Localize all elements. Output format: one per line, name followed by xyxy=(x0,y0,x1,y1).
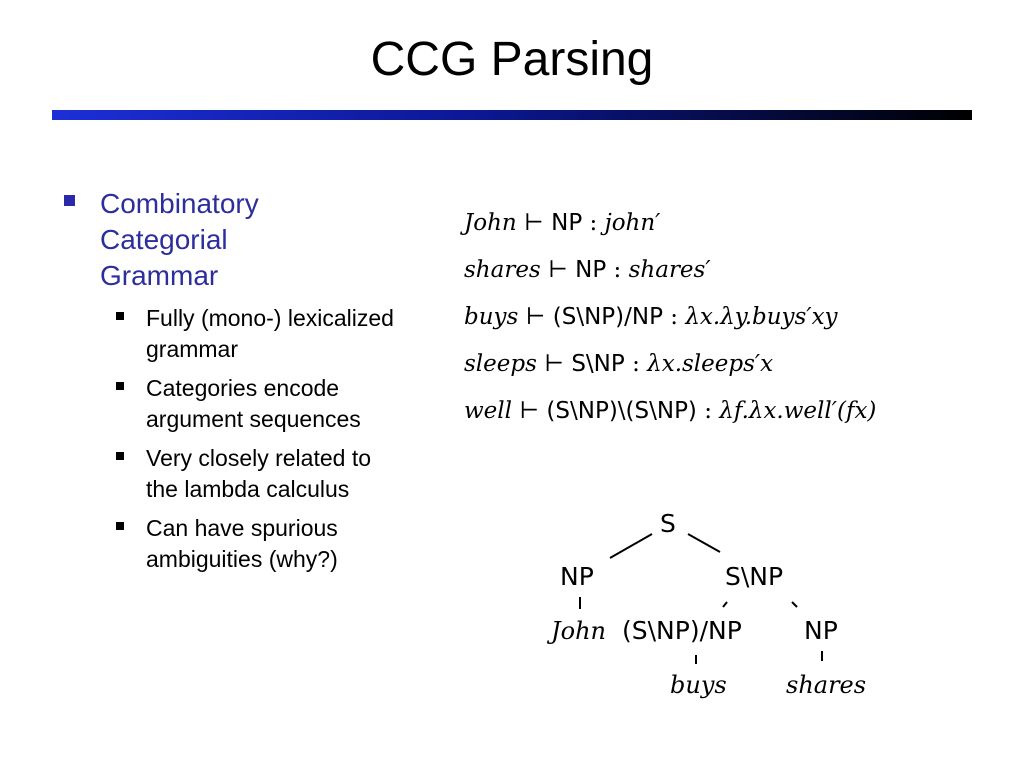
square-bullet-icon xyxy=(116,312,124,320)
lexicon-entry xyxy=(464,203,984,250)
square-bullet-icon xyxy=(64,195,75,206)
turnstile-symbol: ⊢ xyxy=(525,304,546,330)
tree-word-john: John xyxy=(551,617,606,645)
sub-bullet xyxy=(116,373,396,435)
lexicon-entry xyxy=(464,297,984,344)
colon-symbol: : xyxy=(632,351,640,377)
tree-edge xyxy=(723,602,727,607)
sub-bullet-text: Fully (mono-) lexicalized grammar xyxy=(146,305,394,362)
lexicon-semantics: shares′ xyxy=(628,257,711,283)
tree-word-buys: buys xyxy=(670,671,727,699)
turnstile-symbol: ⊢ xyxy=(548,257,568,283)
sub-bullet-text: Very closely related to the lambda calculus xyxy=(146,445,372,502)
lexicon-category: S\NP xyxy=(571,351,625,377)
lexicon-entry xyxy=(464,250,984,297)
lexicon-semantics: λx.sleeps′x xyxy=(647,351,774,377)
lexicon-entries xyxy=(464,203,984,438)
square-bullet-icon xyxy=(116,522,124,530)
tree-node-np: NP xyxy=(560,562,594,591)
tree-node-root: S xyxy=(660,509,676,538)
tree-node-verb-category: (S\NP)/NP xyxy=(622,616,742,645)
lexicon-word: shares xyxy=(464,257,541,283)
tree-edge xyxy=(610,534,652,558)
sub-bullet xyxy=(116,443,396,505)
lexicon-category: (S\NP)/NP xyxy=(552,304,663,330)
sub-bullet-text: Categories encode argument sequences xyxy=(146,375,361,432)
slide-title: CCG Parsing xyxy=(370,33,654,86)
lexicon-word: John xyxy=(464,210,517,236)
lexicon-semantics: john′ xyxy=(604,210,661,236)
tree-node-vp: S\NP xyxy=(725,562,784,591)
lexicon-entry xyxy=(464,391,984,438)
turnstile-symbol: ⊢ xyxy=(524,210,544,236)
turnstile-symbol: ⊢ xyxy=(519,398,540,424)
colon-symbol: : xyxy=(704,398,712,424)
lexicon-word: well xyxy=(464,398,513,424)
title-divider xyxy=(52,110,972,120)
lexicon-category: NP xyxy=(575,257,607,283)
turnstile-symbol: ⊢ xyxy=(544,351,565,377)
sub-bullet-list xyxy=(116,303,396,583)
main-bullet-text: Combinatory Categorial Grammar xyxy=(100,188,259,291)
sub-bullet-text: Can have spurious ambiguities (why?) xyxy=(146,515,338,572)
colon-symbol: : xyxy=(670,304,679,330)
tree-node-object-np: NP xyxy=(804,616,838,645)
square-bullet-icon xyxy=(116,452,124,460)
lexicon-word: buys xyxy=(464,304,519,330)
tree-edge xyxy=(792,602,797,607)
lexicon-entry xyxy=(464,344,984,391)
colon-symbol: : xyxy=(589,210,598,236)
lexicon-category: (S\NP)\(S\NP) xyxy=(546,398,697,424)
lexicon-category: NP xyxy=(551,210,583,236)
square-bullet-icon xyxy=(116,382,124,390)
lexicon-semantics: λf.λx.well′(fx) xyxy=(719,398,877,424)
colon-symbol: : xyxy=(613,257,622,283)
sub-bullet xyxy=(116,303,396,365)
lexicon-word: sleeps xyxy=(464,351,537,377)
tree-edge xyxy=(688,534,720,552)
lexicon-semantics: λx.λy.buys′xy xyxy=(685,304,838,330)
tree-word-shares: shares xyxy=(786,671,867,699)
sub-bullet xyxy=(116,513,396,575)
